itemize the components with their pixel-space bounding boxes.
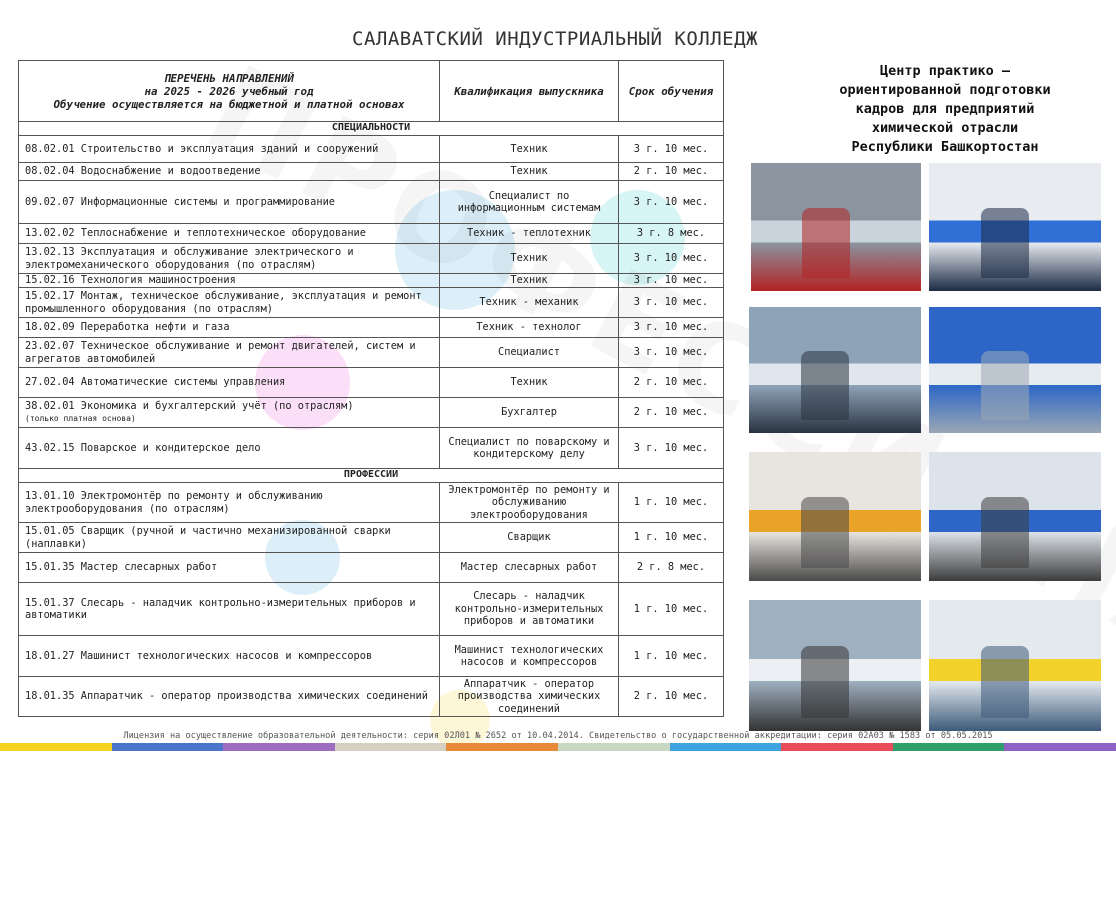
program-qualification: Бухгалтер bbox=[440, 398, 619, 428]
program-term: 2 г. 10 мес. bbox=[619, 677, 724, 717]
program-name-text: 38.02.01 Экономика и бухгалтерский учёт (по отраслям) bbox=[25, 400, 354, 412]
program-name bbox=[19, 398, 440, 428]
program-name: 09.02.07 Информационные системы и программирование bbox=[19, 181, 440, 224]
photo-pipe-stand bbox=[929, 452, 1101, 581]
table-row bbox=[19, 274, 724, 288]
photo-vr-student bbox=[929, 163, 1101, 291]
photo-detail bbox=[801, 646, 849, 718]
photo-detail bbox=[981, 351, 1029, 420]
program-name: 18.01.35 Аппаратчик - оператор производства химических соединений bbox=[19, 677, 440, 717]
program-name: 15.01.35 Мастер слесарных работ bbox=[19, 553, 440, 583]
photo-detail bbox=[801, 351, 849, 420]
stripe-segment bbox=[223, 743, 335, 751]
program-term: 3 г. 10 мес. bbox=[619, 181, 724, 224]
photo-chemistry-lab bbox=[929, 307, 1101, 433]
stripe-segment bbox=[893, 743, 1005, 751]
program-term: 3 г. 8 мес. bbox=[619, 224, 724, 244]
program-term: 2 г. 10 мес. bbox=[619, 398, 724, 428]
stripe-segment bbox=[558, 743, 670, 751]
program-qualification: Техник - технолог bbox=[440, 318, 619, 338]
table-row bbox=[19, 636, 724, 677]
practice-center-title bbox=[790, 62, 1100, 157]
photo-detail bbox=[981, 497, 1029, 568]
practice-center-title-line: Центр практико – bbox=[879, 63, 1011, 79]
program-term: 3 г. 10 мес. bbox=[619, 244, 724, 274]
program-term: 1 г. 10 мес. bbox=[619, 583, 724, 636]
section-professions: ПРОФЕССИИ bbox=[19, 469, 724, 483]
program-term: 1 г. 10 мес. bbox=[619, 523, 724, 553]
program-qualification: Специалист по поварскому и кондитерскому делу bbox=[440, 428, 619, 469]
program-qualification: Техник bbox=[440, 274, 619, 288]
section-specialties: СПЕЦИАЛЬНОСТИ bbox=[19, 122, 724, 136]
program-qualification: Сварщик bbox=[440, 523, 619, 553]
stripe-segment bbox=[1004, 743, 1116, 751]
header-funding-note: Обучение осуществляется на бюджетной и платной основах bbox=[53, 97, 405, 111]
program-qualification: Специалист по информационным системам bbox=[440, 181, 619, 224]
program-name: 13.01.10 Электромонтёр по ремонту и обслуживанию электрооборудования (по отраслям) bbox=[19, 483, 440, 523]
program-qualification: Техник bbox=[440, 368, 619, 398]
table-row bbox=[19, 677, 724, 717]
photo-detail bbox=[802, 208, 850, 278]
program-name: 23.02.07 Техническое обслуживание и ремонт двигателей, систем и агрегатов автомобилей bbox=[19, 338, 440, 368]
program-qualification: Техник bbox=[440, 244, 619, 274]
header-term: Срок обучения bbox=[619, 61, 724, 122]
program-term: 2 г. 10 мес. bbox=[619, 163, 724, 181]
program-name: 15.01.37 Слесарь - наладчик контрольно-измерительных приборов и автоматики bbox=[19, 583, 440, 636]
stripe-segment bbox=[670, 743, 782, 751]
program-name: 13.02.02 Теплоснабжение и теплотехническое оборудование bbox=[19, 224, 440, 244]
program-name: 15.02.17 Монтаж, техническое обслуживание, эксплуатация и ремонт промышленного оборудования (по отраслям) bbox=[19, 288, 440, 318]
program-term: 3 г. 10 мес. bbox=[619, 274, 724, 288]
photo-gas-pipes bbox=[929, 600, 1101, 731]
table-row bbox=[19, 368, 724, 398]
program-name: 27.02.04 Автоматические системы управления bbox=[19, 368, 440, 398]
table-header bbox=[19, 61, 724, 122]
program-name: 43.02.15 Поварское и кондитерское дело bbox=[19, 428, 440, 469]
program-term: 3 г. 10 мес. bbox=[619, 318, 724, 338]
program-name: 18.02.09 Переработка нефти и газа bbox=[19, 318, 440, 338]
table-row bbox=[19, 163, 724, 181]
photo-detail bbox=[981, 208, 1029, 278]
header-academic-year: на 2025 - 2026 учебный год bbox=[144, 84, 314, 98]
table-row bbox=[19, 136, 724, 163]
table-row bbox=[19, 181, 724, 224]
photo-classroom bbox=[749, 452, 921, 581]
table-row bbox=[19, 244, 724, 274]
program-name: 18.01.27 Машинист технологических насосов и компрессоров bbox=[19, 636, 440, 677]
program-qualification: Техник - теплотехник bbox=[440, 224, 619, 244]
photo-detail bbox=[801, 497, 849, 568]
table-row bbox=[19, 483, 724, 523]
photo-detail bbox=[981, 646, 1029, 718]
program-name: 15.02.16 Технология машиностроения bbox=[19, 274, 440, 288]
photo-lab-fumehood bbox=[749, 307, 921, 433]
program-term: 2 г. 8 мес. bbox=[619, 553, 724, 583]
header-directions bbox=[19, 61, 440, 122]
program-qualification: Мастер слесарных работ bbox=[440, 553, 619, 583]
practice-center-title-line: Республики Башкортостан bbox=[851, 139, 1039, 155]
page-title: САЛАВАТСКИЙ ИНДУСТРИАЛЬНЫЙ КОЛЛЕДЖ bbox=[352, 28, 758, 50]
table-row bbox=[19, 553, 724, 583]
program-term: 3 г. 10 мес. bbox=[619, 428, 724, 469]
header-qualification: Квалификация выпускника bbox=[440, 61, 619, 122]
table-row bbox=[19, 318, 724, 338]
program-qualification: Техник bbox=[440, 163, 619, 181]
program-qualification: Слесарь - наладчик контрольно-измерительных приборов и автоматики bbox=[440, 583, 619, 636]
table-row bbox=[19, 523, 724, 553]
program-term: 2 г. 10 мес. bbox=[619, 368, 724, 398]
stripe-segment bbox=[781, 743, 893, 751]
practice-center-title-line: ориентированной подготовки bbox=[839, 82, 1051, 98]
program-name: 13.02.13 Эксплуатация и обслуживание электрического и электромеханического оборудования (по отраслям) bbox=[19, 244, 440, 274]
programs-table bbox=[18, 60, 724, 717]
stripe-segment bbox=[335, 743, 447, 751]
program-term: 3 г. 10 мес. bbox=[619, 288, 724, 318]
table-row bbox=[19, 338, 724, 368]
program-term: 1 г. 10 мес. bbox=[619, 483, 724, 523]
table-row bbox=[19, 224, 724, 244]
license-footer: Лицензия на осуществление образовательной деятельности: серия 02Л01 № 2652 от 10.04.2014. Свидетельство о государственной аккредитации: серия 02А03 № 1583 от 05.05.2015 bbox=[123, 731, 993, 741]
program-qualification: Машинист технологических насосов и компрессоров bbox=[440, 636, 619, 677]
program-term: 3 г. 10 мес. bbox=[619, 136, 724, 163]
color-stripe bbox=[0, 743, 1116, 751]
photo-microscope-student bbox=[749, 600, 921, 731]
program-qualification: Аппаратчик - оператор производства химических соединений bbox=[440, 677, 619, 717]
table-row bbox=[19, 398, 724, 428]
practice-center-title-line: кадров для предприятий bbox=[855, 101, 1035, 117]
program-qualification: Техник - механик bbox=[440, 288, 619, 318]
table-row bbox=[19, 288, 724, 318]
stripe-segment bbox=[112, 743, 224, 751]
program-term: 3 г. 10 мес. bbox=[619, 338, 724, 368]
table-row bbox=[19, 428, 724, 469]
practice-center-title-line: химической отрасли bbox=[871, 120, 1019, 136]
header-directions-title: ПЕРЕЧЕНЬ НАПРАВЛЕНИЙ bbox=[163, 71, 294, 85]
photo-workshop-machines bbox=[751, 163, 921, 291]
program-term: 1 г. 10 мес. bbox=[619, 636, 724, 677]
program-qualification: Техник bbox=[440, 136, 619, 163]
program-note: (только платная основа) bbox=[25, 413, 136, 423]
program-name: 15.01.05 Сварщик (ручной и частично механизированной сварки (наплавки) bbox=[19, 523, 440, 553]
stripe-segment bbox=[0, 743, 112, 751]
program-name: 08.02.04 Водоснабжение и водоотведение bbox=[19, 163, 440, 181]
program-qualification: Электромонтёр по ремонту и обслуживанию электрооборудования bbox=[440, 483, 619, 523]
stripe-segment bbox=[446, 743, 558, 751]
table-row bbox=[19, 583, 724, 636]
program-qualification: Специалист bbox=[440, 338, 619, 368]
program-name: 08.02.01 Строительство и эксплуатация зданий и сооружений bbox=[19, 136, 440, 163]
